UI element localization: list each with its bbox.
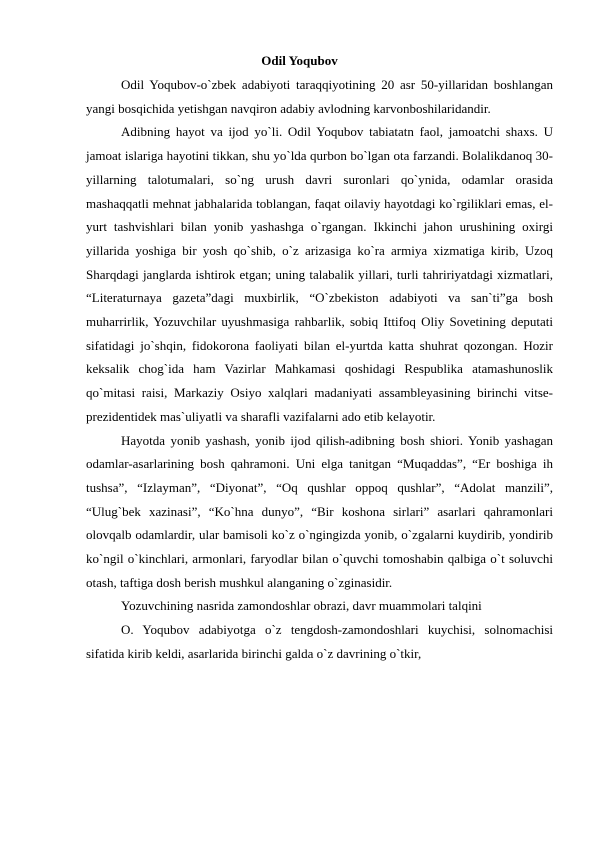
paragraph-life-path: Adibning hayot va ijod yo`li. Odil Yoqubov tabiatatn faol, jamoatchi shaxs. U jamoat islariga hayotini tikkan, shu yo`lda qurbon bo`lgan ota farzandi. Bolalikdanoq 30-yillarning talotumalari, so`ng urush davri suronlari qo`ynida, odamlar orasida mashaqqatli mehnat jabhalarida toblangan, faqat oilaviy hayotdagi ko`rgiliklari emas, el-yurt tashvishlari bilan yonib yashashga o`rgangan. Ikkinchi jahon urushining oxirgi yillarida yoshiga bir yosh qo`shib, o`z arizasiga ko`ra armiya xizmatiga kirib, Uzoq Sharqdagi janglarda ishtirok etgan; uning talabalik yillari, turli tahririyatdagi xizmatlari, “Literaturnaya gazeta”dagi muxbirlik, “O`zbekiston adabiyoti va san`ti”ga bosh muharrirlik, Yozuvchilar uyushmasiga rahbarlik, sobiq Ittifoq Oliy Sovetining deputati sifatidagi jo`shqin, fidokorona faoliyati bilan el-yurtda katta shuhrat qozongan. Hozir keksalik chog`ida ham Vazirlar Mahkamasi qoshidagi Respublika atamashunoslik qo`mitasi raisi, Markaziy Osiyo xalqlari madaniyati assambleyasining birinchi vitse-prezidentidek mas`uliyatli va sharafli vazifalarni ado etib kelayotir. [86, 124, 553, 424]
paragraph-closing: O. Yoqubov adabiyotga o`z tengdosh-zamondoshlari kuychisi, solnomachisi sifatida kirib keldi, asarlarida birinchi galda o`z davrining o`tkir, [86, 622, 553, 661]
section-heading: Yozuvchining nasrida zamondoshlar obrazi, davr muammolari talqini [121, 598, 482, 614]
document-title: Odil Yoqubov [261, 53, 338, 68]
document-page [86, 52, 553, 666]
paragraph-intro: Odil Yoqubov-o`zbek adabiyoti taraqqiyotining 20 asr 50-yillaridan boshlangan yangi bosqichida yetishgan navqiron adabiy avlodning karvonboshilaridandir. [86, 77, 553, 116]
paragraph-motto: Hayotda yonib yashash, yonib ijod qilish-adibning bosh shiori. Yonib yashagan odamlar-asarlarining bosh qahramoni. Uni elga tanitgan “Muqaddas”, “Er boshiga ih tushsa”, “Izlayman”, “Diyonat”, “Oq qushlar oppoq qushlar”, “Adolat manzili”, “Ulug`bek xazinasi”, “Ko`hna dunyo”, “Bir koshona sirlari” asarlari qahramonlari olovqalb odamlardir, ular bamisoli ko`z o`ngingizda yonib, o`zgalarni kuydirib, yondirib ko`ngil o`kinchlari, armonlari, faryodlar bilan o`quvchi tomoshabin qalbiga o`t soluvchi otash, taftiga dosh berish mushkul alanganing o`zginasidir. [86, 432, 553, 590]
